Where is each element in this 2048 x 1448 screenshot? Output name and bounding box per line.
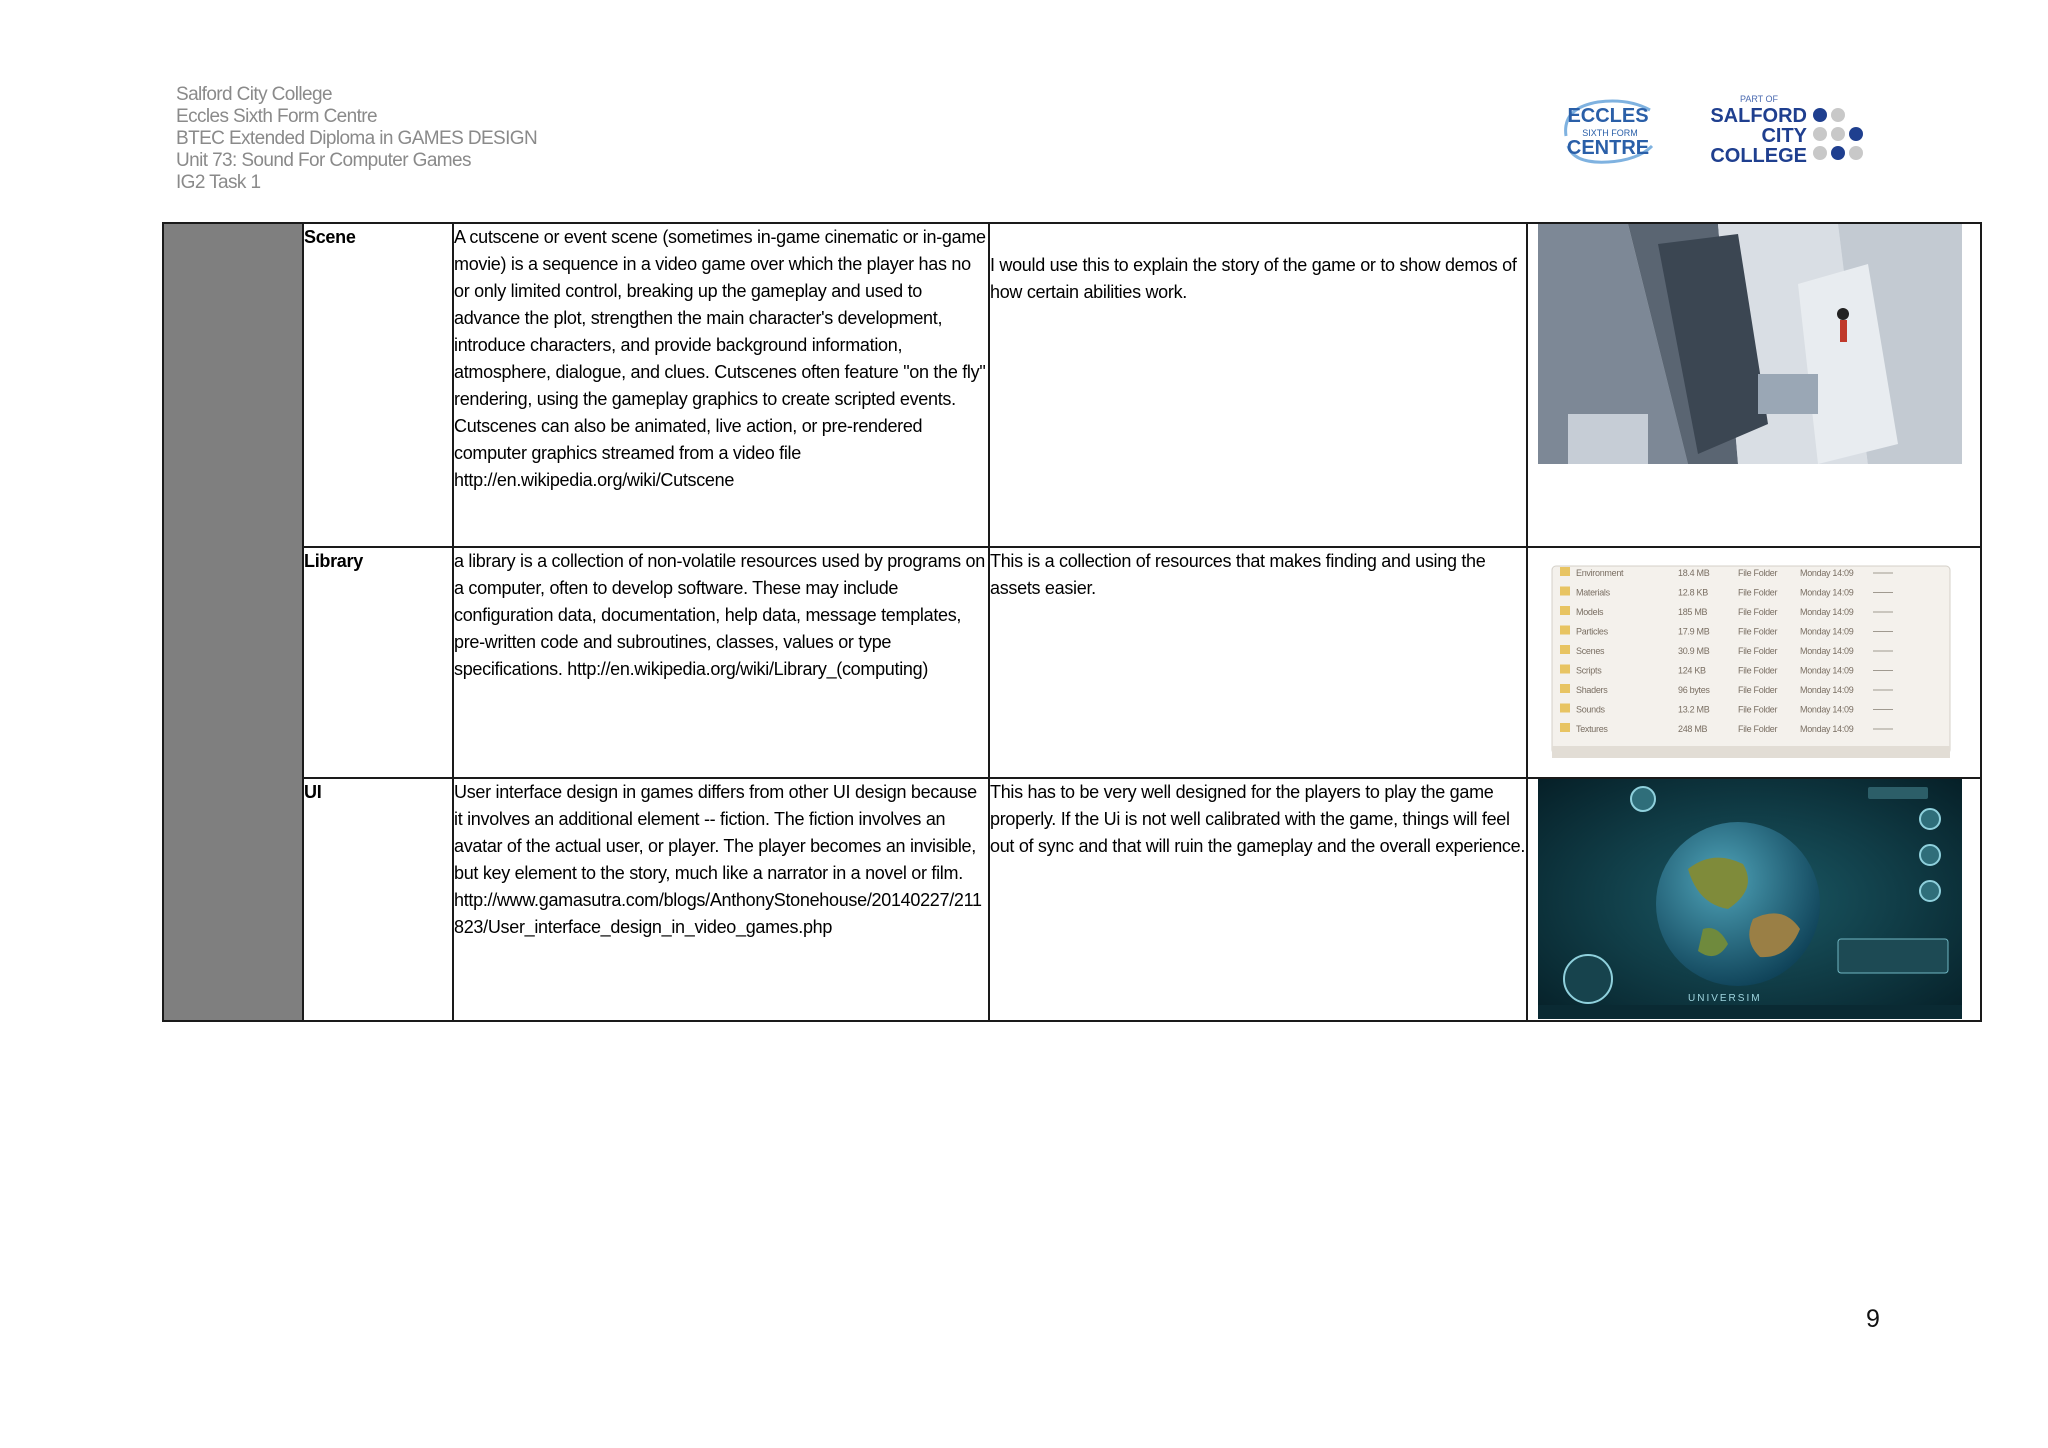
folder-icon	[1560, 587, 1570, 596]
header-task: IG2 Task 1	[176, 172, 261, 193]
glossary-table	[162, 222, 1982, 1022]
folder-icon	[1560, 665, 1570, 674]
folder-cell: Monday 14:09	[1800, 724, 1854, 734]
folder-list-screenshot-icon	[1538, 560, 1962, 765]
svg-text:ECCLES: ECCLES	[1567, 105, 1649, 127]
folder-cell: Particles	[1576, 626, 1608, 637]
folder-cell: File Folder	[1738, 724, 1778, 734]
definition-cell: User interface design in games differs from other UI design because it involves an additional element -- fiction. The fiction involves an avatar of the actual user, or player. The player becomes an invisible, but key element to the story, much like a narrator in a novel or film. http://www.gamasutra.com/blogs/AnthonyStonehouse/20140227/211823/User_interface_design_in_video_games.php	[453, 778, 989, 1021]
definition-cell: A cutscene or event scene (sometimes in-game cinematic or in-game movie) is a sequence in a video game over which the player has no or only limited control, breaking up the gameplay and used to advance the plot, strengthen the main character's development, introduce characters, and provide background information, atmosphere, dialogue, and clues. Cutscenes often feature "on the fly" rendering, using the gameplay graphics to create scripted events. Cutscenes can also be animated, live action, or pre-rendered computer graphics streamed from a video file http://en.wikipedia.org/wiki/Cutscene	[453, 223, 989, 547]
folder-cell: Scripts	[1576, 665, 1602, 676]
svg-text:COLLEGE: COLLEGE	[1710, 145, 1807, 167]
folder-cell: 12.8 KB	[1678, 587, 1708, 598]
folder-cell: Models	[1576, 607, 1604, 617]
folder-cell: Monday 14:09	[1800, 587, 1854, 598]
definition-cell: a library is a collection of non-volatile resources used by programs on a computer, often to develop software. These may include configuration data, documentation, help data, message templates, pre-written code and subroutines, classes, values or type specifications. http://en.wikipedia.org/wiki/Library_(computing)	[453, 547, 989, 778]
folder-cell: 124 KB	[1678, 665, 1706, 676]
svg-text:SIXTH FORM: SIXTH FORM	[1582, 128, 1638, 138]
header-unit: Unit 73: Sound For Computer Games	[176, 150, 471, 171]
folder-icon	[1560, 684, 1570, 693]
salford-city-college-logo	[1707, 92, 1882, 168]
table-row-ui	[163, 778, 1981, 1021]
table-row-library	[163, 547, 1981, 778]
folder-cell: File Folder	[1738, 665, 1778, 676]
svg-text:UNIVERSIM: UNIVERSIM	[1688, 993, 1762, 1004]
folder-cell: File Folder	[1738, 646, 1778, 656]
header-college: Salford City College	[176, 84, 332, 105]
folder-cell: Sounds	[1576, 704, 1605, 715]
folder-cell: Monday 14:09	[1800, 646, 1854, 656]
folder-cell: File Folder	[1738, 607, 1778, 617]
header-course: BTEC Extended Diploma in GAMES DESIGN	[176, 128, 538, 149]
folder-icon	[1560, 626, 1570, 635]
folder-cell: Scenes	[1576, 646, 1605, 656]
term-cell: Library	[303, 547, 453, 778]
folder-cell: 185 MB	[1678, 607, 1708, 617]
grey-side-column	[163, 223, 303, 1021]
folder-cell: Monday 14:09	[1800, 607, 1854, 617]
image-cell	[1527, 778, 1981, 1021]
folder-cell: Shaders	[1576, 685, 1608, 695]
svg-text:CENTRE: CENTRE	[1566, 137, 1650, 159]
eccles-centre-logo	[1558, 96, 1658, 168]
folder-icon	[1560, 567, 1570, 576]
folder-cell: File Folder	[1738, 704, 1778, 715]
city-rooftop-screenshot-icon	[1538, 224, 1962, 464]
folder-cell: File Folder	[1738, 685, 1778, 695]
folder-cell: Monday 14:09	[1800, 704, 1854, 715]
folder-cell: Monday 14:09	[1800, 568, 1854, 578]
folder-cell: Materials	[1576, 587, 1610, 598]
folder-cell: 13.2 MB	[1678, 704, 1710, 715]
page-number: 9	[1866, 1305, 1880, 1333]
svg-text:PART OF: PART OF	[1739, 94, 1779, 104]
usage-cell: This has to be very well designed for the players to play the game properly. If the Ui is not well calibrated with the game, things will feel out of sync and that will ruin the gameplay and the overall experience.	[989, 778, 1527, 1021]
game-ui-planet-screenshot-icon	[1538, 779, 1962, 1019]
usage-cell: I would use this to explain the story of the game or to show demos of how certain abilities work.	[989, 223, 1527, 547]
document-header	[176, 84, 537, 194]
header-centre: Eccles Sixth Form Centre	[176, 106, 377, 127]
folder-icon	[1560, 606, 1570, 615]
term-cell: UI	[303, 778, 453, 1021]
term-cell: Scene	[303, 223, 453, 547]
folder-cell: Monday 14:09	[1800, 665, 1854, 676]
logos	[1552, 90, 1882, 170]
image-cell	[1527, 547, 1981, 778]
folder-cell: 248 MB	[1678, 724, 1708, 734]
folder-icon	[1560, 723, 1570, 732]
folder-cell: Monday 14:09	[1800, 685, 1854, 695]
folder-cell: Monday 14:09	[1800, 626, 1854, 637]
folder-cell: File Folder	[1738, 626, 1778, 637]
folder-cell: Environment	[1576, 568, 1624, 578]
svg-text:SALFORD: SALFORD	[1710, 105, 1807, 127]
folder-cell: 30.9 MB	[1678, 646, 1710, 656]
folder-cell: File Folder	[1738, 587, 1778, 598]
svg-text:CITY: CITY	[1761, 125, 1807, 147]
folder-cell: 18.4 MB	[1678, 568, 1710, 578]
folder-cell: File Folder	[1738, 568, 1778, 578]
folder-cell: 17.9 MB	[1678, 626, 1710, 637]
folder-cell: Textures	[1576, 724, 1608, 734]
table-row-scene	[163, 223, 1981, 547]
usage-cell: This is a collection of resources that makes finding and using the assets easier.	[989, 547, 1527, 778]
image-cell	[1527, 223, 1981, 547]
folder-cell: 96 bytes	[1678, 685, 1710, 695]
folder-icon	[1560, 704, 1570, 713]
folder-icon	[1560, 645, 1570, 654]
